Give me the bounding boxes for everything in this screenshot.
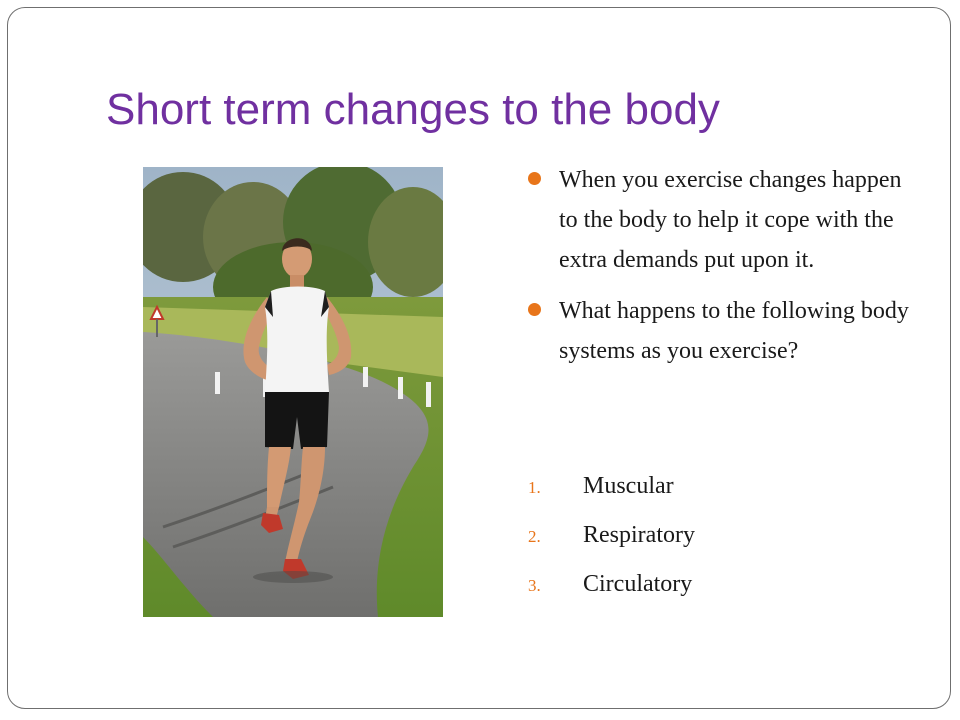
bullet-dot-icon <box>528 303 541 316</box>
item-label: Respiratory <box>583 522 695 548</box>
numbered-item <box>528 462 695 511</box>
bullet-item <box>528 291 923 371</box>
item-label: Muscular <box>583 473 674 499</box>
item-number: 1. <box>528 478 541 497</box>
bullet-text: When you exercise changes happen to the body to help it cope with the extra demands put upon it. <box>559 167 902 273</box>
item-number: 3. <box>528 576 541 595</box>
runner-photo <box>143 167 443 617</box>
slide-title: Short term changes to the body <box>106 85 720 134</box>
item-label: Circulatory <box>583 571 693 597</box>
item-number: 2. <box>528 527 541 546</box>
bullet-dot-icon <box>528 172 541 185</box>
runner-photo-illustration <box>143 167 443 617</box>
numbered-item <box>528 560 695 609</box>
body-systems-list <box>528 462 695 609</box>
bullet-item <box>528 160 923 280</box>
bullet-text: What happens to the following body systems as you exercise? <box>559 298 909 364</box>
numbered-item <box>528 511 695 560</box>
bullet-list <box>528 160 923 382</box>
